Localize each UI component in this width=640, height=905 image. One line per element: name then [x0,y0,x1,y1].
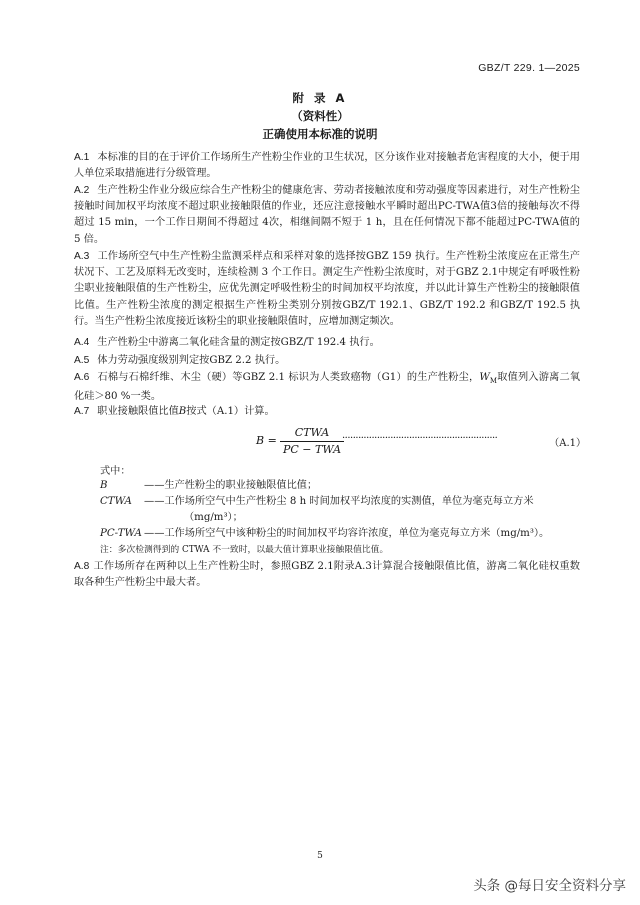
clause-text: 石棉与石棉纤维、木尘（硬）等GBZ 2.1 标识为人类致癌物（G1）的生产性粉尘， [97,372,480,383]
clause-number: A.2 [74,185,90,196]
clause-text: 工作场所存在两种以上生产性粉尘时，参照GBZ 2.1附录A.3计算混合接触限值比值，游离二氧化硅权重数取各种生产性粉尘中最大者。 [74,561,580,589]
clause-text: 生产性粉尘作业分级应综合生产性粉尘的健康危害、劳动者接触浓度和劳动强度等因素进行，对生产性粉尘接触时间加权平均浓度不超过职业接触限值的作业，还应注意接触水平瞬时超出PC-TWA值3倍的接触每次不得超过 15 min，一个工作日期间不得超过 4次，相继间隔不短于 1 h，且在任何情况下都不能超过PC-TWA值的 5 倍。 [74,185,580,245]
clause-number: A.3 [74,251,90,262]
wm-symbol: W [479,372,490,383]
clause-number: A.1 [74,152,90,163]
clause-a4 [74,335,580,351]
clause-a2 [74,183,580,248]
where-label: 式中： [100,466,131,477]
appendix-subtitle: 正确使用本标准的说明 [262,127,378,141]
variable-description: ——工作场所空气中该种粉尘的时间加权平均容许浓度，单位为毫克每立方米（mg/m³）。 [144,528,550,539]
clause-number: A.5 [74,355,90,366]
clause-text: 工作场所空气中生产性粉尘监测采样点和采样对象的选择按GBZ 159 执行。生产性粉尘浓度应在正常生产状况下、工艺及原料无改变时，连续检测 3 个工作日。测定生产性粉尘浓度时，对于GBZ 2.1中规定有呼吸性粉尘职业接触限值的生产性粉尘，应优先测定呼吸性粉尘的时间加权平均浓度，并以此计算生产性粉尘的接触限值比值。生产性粉尘浓度的测定根据生产性粉尘类别分别按GBZ/T 192.1、GBZ/T 192.2 和GBZ/T 192.5 执行。当生产性粉尘浓度接近该粉尘的职业接触限值时，应增加测定频次。 [74,251,580,327]
formula-leader-dots: ·························································· [342,433,498,444]
standard-code: GBZ/T 229. 1—2025 [478,62,580,74]
wm-subscript: M [489,377,498,386]
variable-symbol: CTWA [100,496,132,507]
variable-description-unit: （mg/m³）； [184,512,243,523]
clause-text: 本标准的目的在于评价工作场所生产性粉尘作业的卫生状况，区分该作业对接触者危害程度的大小，便于用人单位采取措施进行分级管理。 [74,152,580,180]
variable-description: ——工作场所空气中生产性粉尘 8 h 时间加权平均浓度的实测值，单位为毫克每立方米 [144,496,534,507]
variable-description: ——生产性粉尘的职业接触限值比值； [144,480,318,491]
clause-text: 职业接触限值比值 [97,406,179,417]
formula-fraction [280,426,344,457]
formula-lhs: B = [256,434,277,447]
clause-text: 体力劳动强度级别判定按GBZ 2.2 执行。 [97,355,286,366]
clause-text: 取值列入游离二氧化硅＞80 %一类。 [74,372,581,403]
clause-text: 按式（A.1）计算。 [186,406,275,417]
appendix-nature: （资料性） [291,109,349,123]
clause-a8 [74,559,580,591]
b-symbol: B [178,406,187,417]
note: 注：多次检测得到的 CTWA 不一致时，以最大值计算职业接触限值比值。 [100,545,389,555]
fraction-bar [280,441,344,442]
clause-a1 [74,150,580,182]
clause-number: A.6 [74,372,90,383]
clause-a6 [74,370,580,405]
formula-number: （A.1） [549,438,586,449]
clause-number: A.7 [74,406,90,417]
clause-text: 生产性粉尘中游离二氧化硅含量的测定按GBZ/T 192.4 执行。 [97,337,380,348]
page-number: 5 [317,851,323,861]
watermark: 头条 @每日安全资料分享 [473,878,626,894]
clause-a7 [74,404,580,420]
formula-denominator: PC − TWA [282,443,342,456]
clause-a5 [74,353,580,369]
appendix-title: 附 录 A [292,91,348,105]
variable-symbol: PC-TWA [100,528,142,539]
formula-a1 [256,428,586,458]
clause-a3 [74,249,580,330]
variable-symbol: B [100,480,108,491]
formula-numerator: CTWA [294,426,330,439]
clause-number: A.8 [74,561,90,572]
clause-number: A.4 [74,337,90,348]
